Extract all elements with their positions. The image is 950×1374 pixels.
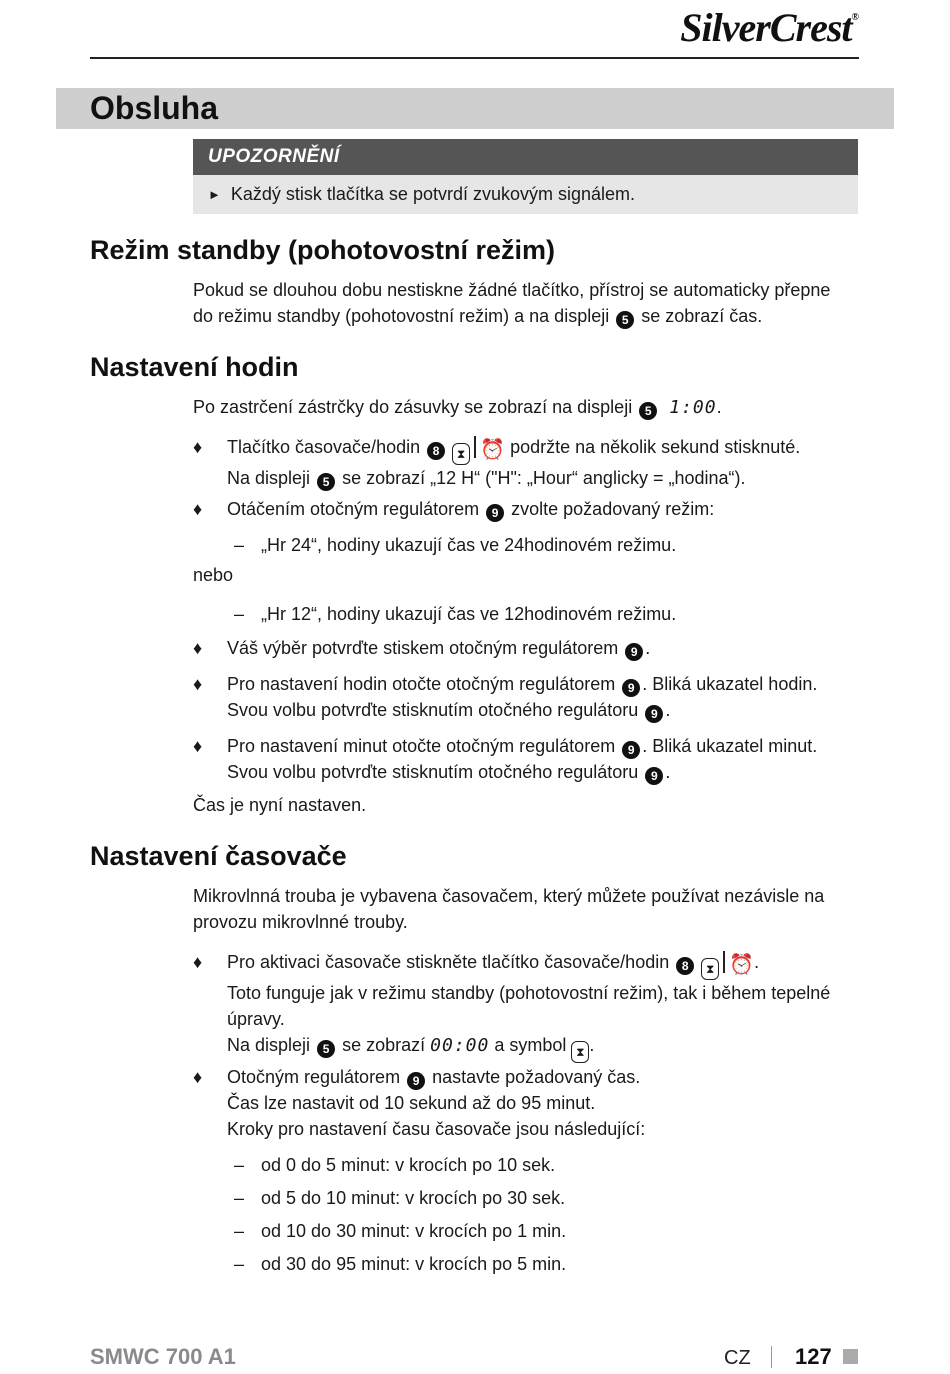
footer-language: CZ (724, 1347, 751, 1369)
alarm-clock-icon: ⏰ (480, 439, 506, 461)
footer-square-mark (843, 1349, 858, 1364)
footer-model: SMWC 700 A1 (90, 1344, 236, 1369)
lcd-readout: 00:00 (430, 1035, 490, 1056)
clock-step-4: Pro nastavení hodin otočte otočným regulátorem 9 . Bliká ukazatel hodin. Svou volbu potvrďte stisknutím otočného regulátoru 9 . (227, 674, 818, 721)
clock-option-24: „Hr 24“, hodiny ukazují čas ve 24hodinovém režimu. (261, 535, 677, 555)
hourglass-icon: ⧗ (571, 1041, 589, 1063)
ref-knob-9: 9 (486, 504, 504, 522)
clock-step-3: Váš výběr potvrďte stiskem otočným regulátorem 9 . (227, 638, 651, 659)
timer-step-1: Pro aktivaci časovače stiskněte tlačítko časovače/hodin 8 ⧗ ⏰. Toto funguje jak v režimu standby (pohotovostní režim), tak i během tepelné úpravy. Na displeji 5 se zobrazí 00:00 a symbol ⧗ . (227, 949, 858, 1063)
clock-option-12: „Hr 12“, hodiny ukazují čas ve 12hodinovém režimu. (261, 604, 677, 624)
page-number: 127 (795, 1344, 832, 1369)
dash-icon: – (234, 1188, 245, 1208)
footer-divider (771, 1346, 772, 1368)
warning-title: UPOZORNĚNÍ (208, 146, 340, 167)
timer-step-range: od 5 do 10 minut: v krocích po 30 sek. (261, 1188, 566, 1208)
arrow-icon: ► (208, 187, 221, 202)
dash-icon: – (234, 1221, 245, 1241)
dash-icon: – (234, 1155, 245, 1175)
ref-display-5: 5 (616, 311, 634, 329)
clock-step-1: Tlačítko časovače/hodin 8 ⧗ ⏰ podržte na několik sekund stisknuté. Na displeji 5 se zobrazí „12 H“ ("H": „Hour“ anglicky = „hodina“). (227, 437, 801, 489)
bullet-icon: ♦ (193, 736, 203, 756)
bullet-icon: ♦ (193, 499, 203, 519)
hourglass-icon: ⧗ (452, 443, 470, 465)
ref-button-8: 8 (427, 442, 445, 460)
section-title: Obsluha (90, 90, 219, 126)
brand-logo: SilverCrest® (680, 5, 858, 50)
clock-or: nebo (193, 565, 234, 585)
standby-heading: Režim standby (pohotovostní režim) (90, 235, 556, 265)
bullet-icon: ♦ (193, 1067, 203, 1087)
timer-step-range: od 10 do 30 minut: v krocích po 1 min. (261, 1221, 567, 1241)
lcd-readout: 1:00 (669, 397, 717, 418)
timer-step-range: od 30 do 95 minut: v krocích po 5 min. (261, 1254, 567, 1274)
bullet-icon: ♦ (193, 952, 203, 972)
dash-icon: – (234, 1254, 245, 1274)
alarm-clock-icon: ⏰ (729, 954, 755, 976)
timer-step-range: od 0 do 5 minut: v krocích po 10 sek. (261, 1155, 556, 1175)
clock-intro: Po zastrčení zástrčky do zásuvky se zobrazí na displeji 5 1:00. (193, 397, 722, 418)
clock-done: Čas je nyní nastaven. (193, 795, 367, 815)
timer-paragraph: Mikrovlnná trouba je vybavena časovačem, který můžete používat nezávisle na provozu mikrovlnné trouby. (193, 886, 825, 932)
timer-heading: Nastavení časovače (90, 841, 347, 871)
clock-step-5: Pro nastavení minut otočte otočným regulátorem 9 . Bliká ukazatel minut. Svou volbu potvrďte stisknutím otočného regulátoru 9 . (227, 736, 818, 783)
clock-step-2: Otáčením otočným regulátorem 9 zvolte požadovaný režim: (227, 499, 715, 520)
bullet-icon: ♦ (193, 437, 203, 457)
dash-icon: – (234, 604, 245, 624)
bullet-icon: ♦ (193, 674, 203, 694)
warning-text: ► Každý stisk tlačítka se potvrdí zvukovým signálem. (208, 184, 636, 204)
hourglass-icon: ⧗ (701, 958, 719, 980)
dash-icon: – (234, 535, 245, 555)
timer-step-2: Otočným regulátorem 9 nastavte požadovaný čas. Čas lze nastavit od 10 sekund až do 95 minut. Kroky pro nastavení času časovače jsou následující: (227, 1067, 646, 1139)
clock-heading: Nastavení hodin (90, 352, 299, 382)
bullet-icon: ♦ (193, 638, 203, 658)
header-rule (90, 57, 859, 59)
standby-paragraph: Pokud se dlouhou dobu nestiskne žádné tlačítko, přístroj se automaticky přepne do režimu standby (pohotovostní režim) a na displeji 5 se zobrazí čas. (193, 280, 831, 327)
